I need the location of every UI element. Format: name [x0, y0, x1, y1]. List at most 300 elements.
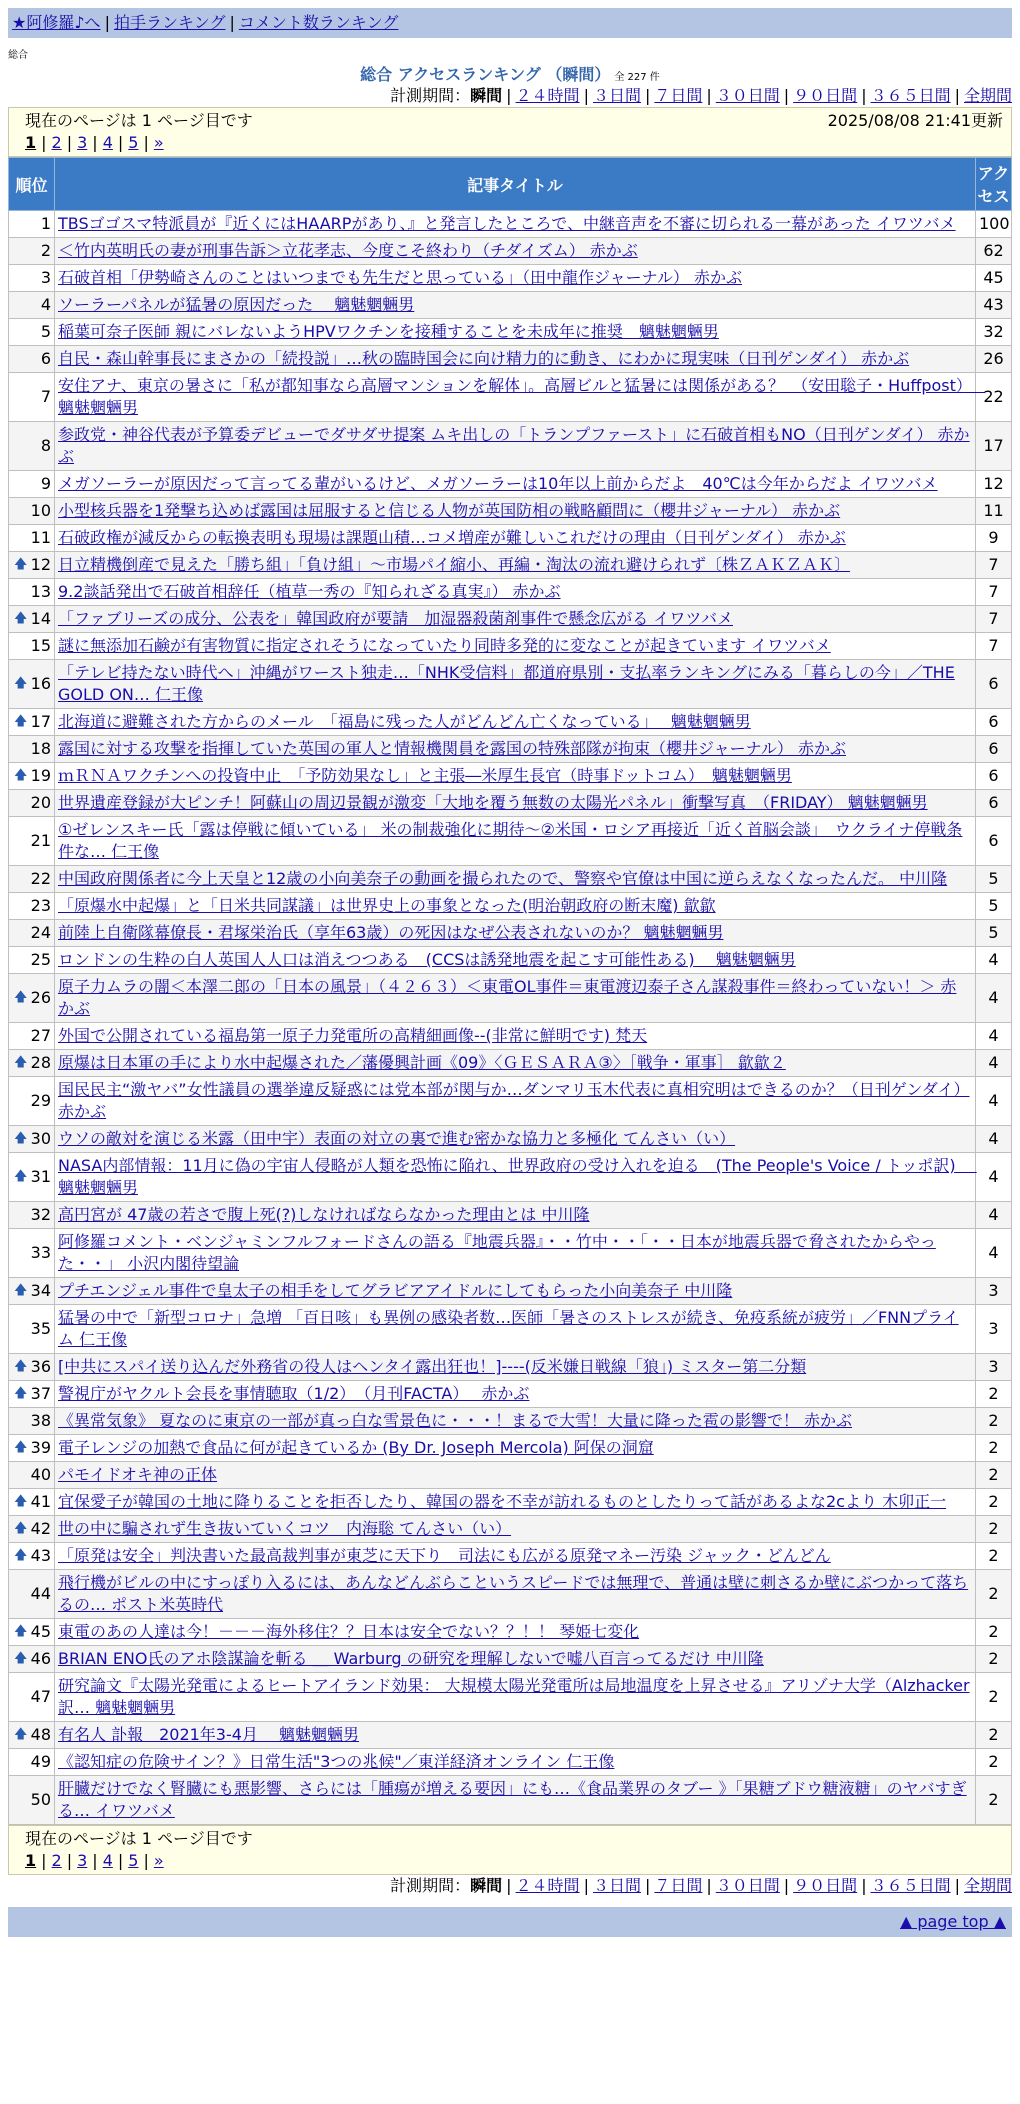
- table-row: [9, 660, 1012, 709]
- access-count: 7: [976, 633, 1012, 660]
- rank-cell: [9, 1673, 55, 1722]
- table-row: [9, 1153, 1012, 1202]
- title-cell: [55, 238, 976, 265]
- table-row: [9, 1202, 1012, 1229]
- rank-cell: [9, 292, 55, 319]
- rank-cell: [9, 893, 55, 920]
- up-arrow-icon: 🡅: [14, 1548, 28, 1563]
- title-cell: [55, 525, 976, 552]
- up-arrow-icon: 🡅: [14, 714, 28, 729]
- title-cell: [55, 1543, 976, 1570]
- rank-number: 18: [30, 739, 51, 758]
- article-link[interactable]: 宜保愛子が韓国の土地に降りることを拒否したり、韓国の器を不幸が訪れるものとしたりって話があるよな2cより 木卯正一: [58, 1492, 947, 1511]
- article-link[interactable]: 自民・森山幹事長にまさかの「続投説」…秋の臨時国会に向け精力的に動き、にわかに現実味（日刊ゲンダイ） 赤かぶ: [58, 349, 910, 368]
- title-cell: [55, 763, 976, 790]
- home-link[interactable]: ★阿修羅♪へ: [12, 13, 101, 32]
- rank-number: 21: [30, 831, 51, 850]
- rank-number: 16: [30, 674, 51, 693]
- rank-number: 11: [30, 528, 51, 547]
- rank-cell: [9, 211, 55, 238]
- rank-cell: [9, 422, 55, 471]
- period-option[interactable]: ９０日間: [793, 1876, 858, 1895]
- period-option[interactable]: ３６５日間: [870, 1876, 951, 1895]
- access-count: 100: [976, 211, 1012, 238]
- table-row: [9, 947, 1012, 974]
- title-cell: [55, 1077, 976, 1126]
- rank-cell: [9, 1516, 55, 1543]
- rank-number: 38: [30, 1411, 51, 1430]
- access-count: 4: [976, 1126, 1012, 1153]
- table-row: [9, 1023, 1012, 1050]
- rank-cell: [9, 1202, 55, 1229]
- up-arrow-icon: 🡅: [14, 1521, 28, 1536]
- col-rank-header: 順位: [9, 158, 55, 211]
- rank-cell: [9, 660, 55, 709]
- period-option[interactable]: ７日間: [654, 1876, 703, 1895]
- rank-cell: [9, 238, 55, 265]
- rank-cell: [9, 1462, 55, 1489]
- title-cell: [55, 319, 976, 346]
- article-link[interactable]: 国民民主“激ヤバ”女性議員の選挙違反疑惑には党本部が関与か…ダンマリ玉木代表に真相究明はできるのか？（日刊ゲンダイ） 赤かぶ: [58, 1080, 970, 1121]
- up-arrow-icon: 🡅: [14, 676, 28, 691]
- col-title-header: 記事タイトル: [55, 158, 976, 211]
- article-link[interactable]: 日立精機倒産で見えた「勝ち組」「負け組」～市場パイ縮小、再編・淘汰の流れ避けられず〔株ＺＡＫＺＡＫ〕: [58, 555, 851, 574]
- article-link[interactable]: 電子レンジの加熱で食品に何が起きているか (By Dr. Joseph Mercola) 阿保の洞窟: [58, 1438, 654, 1457]
- access-count: 12: [976, 471, 1012, 498]
- article-link[interactable]: BRIAN ENO氏のアホ陰謀論を斬る ＿ Warburg の研究を理解しないで嘘八百言ってるだけ 中川隆: [58, 1649, 764, 1668]
- title-cell: [55, 1126, 976, 1153]
- rank-cell: [9, 1354, 55, 1381]
- rank-cell: [9, 1543, 55, 1570]
- rank-cell: [9, 1077, 55, 1126]
- page-links-bottom: 1 | 2 | 3 | 4 | 5 | »: [25, 1851, 164, 1870]
- title-cell: [55, 817, 976, 866]
- article-link[interactable]: 謎に無添加石鹸が有害物質に指定されそうになっていたり同時多発的に変なことが起きています イワツバメ: [58, 636, 831, 655]
- article-link[interactable]: ｍＲＮＡワクチンへの投資中止 「予防効果なし」と主張―米厚生長官（時事ドットコム） 魑魅魍魎男: [58, 766, 792, 785]
- access-count: 2: [976, 1516, 1012, 1543]
- article-link[interactable]: TBSゴゴスマ特派員が『近くにはHAARPがあり、』と発言したところで、中継音声を不審に切られる一幕があった イワツバメ: [58, 214, 956, 233]
- period-label: 計測期間：: [390, 86, 471, 105]
- title-cell: [55, 1776, 976, 1825]
- title-cell: [55, 660, 976, 709]
- rank-cell: [9, 790, 55, 817]
- page-link-5[interactable]: 5: [128, 133, 139, 152]
- access-count: 3: [976, 1305, 1012, 1354]
- page-link-5[interactable]: 5: [128, 1851, 139, 1870]
- next-page-link[interactable]: »: [153, 133, 164, 152]
- rank-cell: [9, 763, 55, 790]
- page-link-4[interactable]: 4: [102, 1851, 113, 1870]
- article-link[interactable]: ＜竹内英明氏の妻が刑事告訴＞立花孝志、今度こそ終わり（チダイズム） 赤かぶ: [58, 241, 638, 260]
- up-arrow-icon: 🡅: [14, 768, 28, 783]
- access-count: 2: [976, 1462, 1012, 1489]
- current-page-text: 現在のページは 1 ページ目です: [25, 111, 253, 130]
- rank-number: 5: [40, 322, 51, 341]
- article-link[interactable]: 原子力ムラの闇＜本澤二郎の「日本の風景」（４２６３）＜東電OL事件＝東電渡辺泰子さん謀殺事件＝終わっていない！＞ 赤かぶ: [58, 977, 957, 1018]
- access-count: 2: [976, 1543, 1012, 1570]
- table-row: [9, 1354, 1012, 1381]
- article-link[interactable]: 世の中に騙されず生き抜いていくコツ 内海聡 てんさい（い）: [58, 1519, 512, 1538]
- period-current: 瞬間: [470, 1876, 503, 1895]
- article-link[interactable]: 《認知症の危険サイン？》日常生活"3つの兆候"／東洋経済オンライン 仁王像: [58, 1752, 615, 1771]
- table-row: [9, 1408, 1012, 1435]
- article-link[interactable]: 「テレビ持たない時代へ」沖縄がワースト独走…「NHK受信料」都道府県別・支払率ランキングにみる「暮らしの今」／THE GOLD ON… 仁王像: [58, 663, 955, 704]
- table-row: [9, 265, 1012, 292]
- page-current: 1: [25, 133, 37, 152]
- up-arrow-icon: 🡅: [14, 1131, 28, 1146]
- period-option[interactable]: 全期間: [963, 1876, 1012, 1895]
- page-top-link[interactable]: ▲ page top ▲: [899, 1912, 1006, 1931]
- article-link[interactable]: メガソーラーが原因だって言ってる輩がいるけど、メガソーラーは10年以上前からだよ 40℃は今年からだよ イワツバメ: [58, 474, 938, 493]
- rank-cell: [9, 1153, 55, 1202]
- table-row: [9, 1489, 1012, 1516]
- rank-number: 23: [30, 896, 51, 915]
- rank-number: 28: [30, 1053, 51, 1072]
- article-link[interactable]: 世界遺産登録が大ピンチ！阿蘇山の周辺景観が激変「大地を覆う無数の太陽光パネル」衝撃写真 （FRIDAY） 魑魅魍魎男: [58, 793, 928, 812]
- title-cell: [55, 1619, 976, 1646]
- article-link[interactable]: 高円宮が 47歳の若さで腹上死(?)しなければならなかった理由とは 中川隆: [58, 1205, 590, 1224]
- period-option[interactable]: ３０日間: [715, 1876, 780, 1895]
- table-row: [9, 1543, 1012, 1570]
- access-count: 6: [976, 660, 1012, 709]
- access-count: 45: [976, 265, 1012, 292]
- article-link[interactable]: 稲葉可奈子医師 親にバレないようHPVワクチンを接種することを未成年に推奨 魑魅魍魎男: [58, 322, 719, 341]
- access-count: 6: [976, 709, 1012, 736]
- rank-cell: [9, 736, 55, 763]
- article-link[interactable]: 東電のあの人達は今！－－－海外移住？？日本は安全でない？？！！ 琴姫七変化: [58, 1622, 640, 1641]
- rank-number: 8: [40, 436, 51, 455]
- title-cell: [55, 1202, 976, 1229]
- page-current: 1: [25, 1851, 37, 1870]
- title-cell: [55, 633, 976, 660]
- rank-cell: [9, 1229, 55, 1278]
- table-row: [9, 292, 1012, 319]
- article-link[interactable]: ソーラーパネルが猛暑の原因だった 魑魅魍魎男: [58, 295, 415, 314]
- article-link[interactable]: 阿修羅コメント・ベンジャミンフルフォードさんの語る『地震兵器』・・竹中・・「・・日本が地震兵器で脅されたからやった・・」 小沢内閣待望論: [58, 1232, 936, 1273]
- title-cell: [55, 736, 976, 763]
- article-link[interactable]: 小型核兵器を1発撃ち込めば露国は屈服すると信じる人物が英国防相の戦略顧問に（櫻井ジャーナル） 赤かぶ: [58, 501, 841, 520]
- bottom-bar: [8, 1907, 1012, 1937]
- rank-cell: [9, 709, 55, 736]
- period-option[interactable]: ３日間: [592, 86, 641, 105]
- rank-number: 7: [40, 387, 51, 406]
- period-option[interactable]: ３日間: [592, 1876, 641, 1895]
- table-row: [9, 498, 1012, 525]
- up-arrow-icon: 🡅: [14, 1494, 28, 1509]
- access-count: 2: [976, 1646, 1012, 1673]
- applause-ranking-link[interactable]: 拍手ランキング: [113, 13, 226, 32]
- rank-number: 45: [30, 1622, 51, 1641]
- access-count: 5: [976, 920, 1012, 947]
- category-label: 総合: [8, 50, 28, 61]
- article-link[interactable]: 《異常気象》 夏なのに東京の一部が真っ白な雪景色に・・・！まるで大雪！大量に降った雹の影響で！ 赤かぶ: [58, 1411, 853, 1430]
- access-count: 2: [976, 1489, 1012, 1516]
- rank-cell: [9, 373, 55, 422]
- rank-number: 39: [30, 1438, 51, 1457]
- access-count: 43: [976, 292, 1012, 319]
- access-count: 2: [976, 1570, 1012, 1619]
- title-cell: [55, 1722, 976, 1749]
- rank-number: 50: [30, 1790, 51, 1809]
- table-row: [9, 633, 1012, 660]
- up-arrow-icon: 🡅: [14, 1283, 28, 1298]
- period-option[interactable]: ９０日間: [793, 86, 858, 105]
- rank-number: 43: [30, 1546, 51, 1565]
- top-nav-bar: ★阿修羅♪へ | 拍手ランキング | コメント数ランキング: [8, 8, 1012, 38]
- table-row: [9, 1381, 1012, 1408]
- article-link[interactable]: [中共にスパイ送り込んだ外務省の役人はヘンタイ露出狂也！]----(反米嫌日戦線「狼」) ミスター第二分類: [58, 1357, 807, 1376]
- rank-cell: [9, 1489, 55, 1516]
- page-link-2[interactable]: 2: [51, 1851, 62, 1870]
- rank-cell: [9, 1381, 55, 1408]
- period-option[interactable]: ７日間: [654, 86, 703, 105]
- title-cell: [55, 1153, 976, 1202]
- access-count: 6: [976, 790, 1012, 817]
- title-cell: [55, 265, 976, 292]
- rank-number: 20: [30, 793, 51, 812]
- page-link-4[interactable]: 4: [102, 133, 113, 152]
- access-count: 11: [976, 498, 1012, 525]
- table-row: [9, 552, 1012, 579]
- access-count: 6: [976, 763, 1012, 790]
- article-link[interactable]: 前陸上自衛隊幕僚長・君塚栄治氏（享年63歳）の死因はなぜ公表されないのか？ 魑魅魍魎男: [58, 923, 724, 942]
- rank-cell: [9, 920, 55, 947]
- table-header-row: [9, 158, 1012, 211]
- period-label: 計測期間：: [390, 1876, 471, 1895]
- rank-number: 4: [40, 295, 51, 314]
- access-count: 2: [976, 1381, 1012, 1408]
- article-link[interactable]: 「ファブリーズの成分、公表を」韓国政府が要請 加湿器殺菌剤事件で懸念広がる イワツバメ: [58, 609, 734, 628]
- article-link[interactable]: 露国に対する攻撃を指揮していた英国の軍人と情報機関員を露国の特殊部隊が拘束（櫻井ジャーナル） 赤かぶ: [58, 739, 846, 758]
- rank-cell: [9, 606, 55, 633]
- table-row: [9, 790, 1012, 817]
- rank-cell: [9, 1776, 55, 1825]
- title-cell: [55, 471, 976, 498]
- access-count: 6: [976, 736, 1012, 763]
- article-link[interactable]: 石破政権が減反からの転換表明も現場は課題山積…コメ増産が難しいこれだけの理由（日刊ゲンダイ） 赤かぶ: [58, 528, 846, 547]
- page-link-3[interactable]: 3: [77, 1851, 88, 1870]
- rank-number: 15: [30, 636, 51, 655]
- table-row: [9, 1776, 1012, 1825]
- article-link[interactable]: 「原爆水中起爆」と「日米共同謀議」は世界史上の事象となった(明治朝政府の断末魔) 歙歙: [58, 896, 716, 915]
- page-link-3[interactable]: 3: [77, 133, 88, 152]
- rank-cell: [9, 265, 55, 292]
- rank-number: 37: [30, 1384, 51, 1403]
- title-cell: [55, 1229, 976, 1278]
- table-row: [9, 1462, 1012, 1489]
- rank-cell: [9, 498, 55, 525]
- access-count: 9: [976, 525, 1012, 552]
- table-row: [9, 1077, 1012, 1126]
- rank-number: 48: [30, 1725, 51, 1744]
- table-row: [9, 471, 1012, 498]
- table-row: [9, 1229, 1012, 1278]
- rank-cell: [9, 319, 55, 346]
- article-link[interactable]: 石破首相「伊勢崎さんのことはいつまでも先生だと思っている」（田中龍作ジャーナル） 赤かぶ: [58, 268, 742, 287]
- title-cell: [55, 1278, 976, 1305]
- period-option[interactable]: ２４時間: [515, 86, 580, 105]
- pager-bottom: [8, 1825, 1012, 1875]
- rank-number: 10: [30, 501, 51, 520]
- rank-cell: [9, 947, 55, 974]
- title-cell: [55, 498, 976, 525]
- title-cell: [55, 1673, 976, 1722]
- period-option[interactable]: ３０日間: [715, 86, 780, 105]
- up-arrow-icon: 🡅: [14, 1727, 28, 1742]
- rank-cell: [9, 1646, 55, 1673]
- article-link[interactable]: 猛暑の中で「新型コロナ」急増 「百日咳」も異例の感染者数…医師「暑さのストレスが続き、免疫系統が疲労」／FNNプライム 仁王像: [58, 1308, 959, 1349]
- article-link[interactable]: ロンドンの生粋の白人英国人人口は消えつつある (CCSは誘発地震を起こす可能性ある) 魑魅魍魎男: [58, 950, 796, 969]
- article-link[interactable]: 北海道に避難された方からのメール 「福島に残った人がどんどん亡くなっている」 魑魅魍魎男: [58, 712, 751, 731]
- rank-cell: [9, 579, 55, 606]
- article-link[interactable]: 「原発は安全」判決書いた最高裁判事が東芝に天下り 司法にも広がる原発マネー汚染 ジャック・どんどん: [58, 1546, 831, 1565]
- title-cell: [55, 866, 976, 893]
- access-count: 5: [976, 893, 1012, 920]
- title-cell: [55, 920, 976, 947]
- up-arrow-icon: 🡅: [14, 1169, 28, 1184]
- rank-cell: [9, 1278, 55, 1305]
- next-page-link[interactable]: »: [153, 1851, 164, 1870]
- article-link[interactable]: パモイドオキ神の正体: [58, 1465, 218, 1484]
- comment-ranking-link[interactable]: コメント数ランキング: [238, 13, 399, 32]
- article-link[interactable]: 外国で公開されている福島第一原子力発電所の高精細画像--(非常に鮮明です) 梵天: [58, 1026, 648, 1045]
- rank-number: 36: [30, 1357, 51, 1376]
- table-row: [9, 422, 1012, 471]
- rank-cell: [9, 974, 55, 1023]
- rank-cell: [9, 525, 55, 552]
- rank-number: 32: [30, 1205, 51, 1224]
- table-row: [9, 606, 1012, 633]
- rank-number: 33: [30, 1243, 51, 1262]
- rank-number: 40: [30, 1465, 51, 1484]
- article-link[interactable]: 研究論文『太陽光発電によるヒートアイランド効果： 大規模太陽光発電所は局地温度を上昇させる』アリゾナ大学（Alzhacker訳… 魑魅魍魎男: [58, 1676, 970, 1717]
- col-access-header: アクセス: [976, 158, 1012, 211]
- article-link[interactable]: 有名人 訃報 2021年3-4月 魑魅魍魎男: [58, 1725, 360, 1744]
- title-cell: [55, 1381, 976, 1408]
- article-link[interactable]: ウソの敵対を演じる米露（田中宇）表面の対立の裏で進む密かな協力と多極化 てんさい（い）: [58, 1129, 736, 1148]
- access-count: 3: [976, 1278, 1012, 1305]
- access-count: 4: [976, 947, 1012, 974]
- table-row: [9, 1305, 1012, 1354]
- up-arrow-icon: 🡅: [14, 1440, 28, 1455]
- rank-number: 27: [30, 1026, 51, 1045]
- access-count: 4: [976, 1050, 1012, 1077]
- access-count: 2: [976, 1673, 1012, 1722]
- title-cell: [55, 1489, 976, 1516]
- access-count: 7: [976, 606, 1012, 633]
- table-row: [9, 1749, 1012, 1776]
- table-row: [9, 866, 1012, 893]
- table-row: [9, 763, 1012, 790]
- table-row: [9, 1278, 1012, 1305]
- article-link[interactable]: NASA内部情報：11月に偽の宇宙人侵略が人類を恐怖に陥れ、世界政府の受け入れを迫る (The People's Voice / トッポ訳) 魑魅魍魎男: [58, 1156, 977, 1197]
- article-link[interactable]: 原爆は日本軍の手により水中起爆された／藩優興計画《09》〈ＧＥＳＡＲＡ③〉［戦争・軍事］ 歙歙２: [58, 1053, 786, 1072]
- article-link[interactable]: 中国政府関係者に今上天皇と12歳の小向美奈子の動画を撮られたので、警察や官僚は中国に逆らえなくなったんだ。 中川隆: [58, 869, 948, 888]
- up-arrow-icon: 🡅: [14, 1386, 28, 1401]
- article-link[interactable]: 肝臓だけでなく腎臓にも悪影響、さらには「腫瘍が増える要因」にも…《食品業界のタブー 》「果糖ブドウ糖液糖」のヤバすぎる… イワツバメ: [58, 1779, 967, 1820]
- rank-number: 47: [30, 1687, 51, 1706]
- period-option[interactable]: ３６５日間: [870, 86, 951, 105]
- page-title-text: 総合 アクセスランキング （瞬間）: [360, 65, 611, 84]
- pager-top: [8, 107, 1012, 157]
- table-row: [9, 709, 1012, 736]
- rank-number: 19: [30, 766, 51, 785]
- title-cell: [55, 373, 986, 422]
- table-row: [9, 736, 1012, 763]
- title-cell: [55, 292, 976, 319]
- title-cell: [55, 211, 976, 238]
- period-option[interactable]: ２４時間: [515, 1876, 580, 1895]
- access-count: 3: [976, 1354, 1012, 1381]
- article-link[interactable]: 安住アナ、東京の暑さに「私が都知事なら高層マンションを解体」。高層ビルと猛暑には関係がある？ （安田聡子・Huffpost） 魑魅魍魎男: [58, 376, 986, 417]
- period-option[interactable]: 全期間: [963, 86, 1012, 105]
- rank-number: 44: [30, 1584, 51, 1603]
- access-count: 17: [976, 422, 1012, 471]
- access-count: 26: [976, 346, 1012, 373]
- up-arrow-icon: 🡅: [14, 1359, 28, 1374]
- rank-number: 49: [30, 1752, 51, 1771]
- table-row: [9, 238, 1012, 265]
- article-link[interactable]: 9.2談話発出で石破首相辞任（植草一秀の『知られざる真実』） 赤かぶ: [58, 582, 561, 601]
- rank-number: 42: [30, 1519, 51, 1538]
- up-arrow-icon: 🡅: [14, 990, 28, 1005]
- access-count: 4: [976, 1229, 1012, 1278]
- rank-number: 17: [30, 712, 51, 731]
- title-cell: [55, 974, 976, 1023]
- rank-number: 24: [30, 923, 51, 942]
- access-count: 32: [976, 319, 1012, 346]
- period-selector-bottom: 計測期間：瞬間 | ２４時間 | ３日間 | ７日間 | ３０日間 | ９０日間 | ３６５日間 | 全期間: [390, 1876, 1012, 1895]
- rank-cell: [9, 346, 55, 373]
- rank-cell: [9, 817, 55, 866]
- title-cell: [55, 1570, 976, 1619]
- rank-number: 9: [40, 474, 51, 493]
- rank-number: 3: [40, 268, 51, 287]
- access-count: 4: [976, 1202, 1012, 1229]
- page-links: 1 | 2 | 3 | 4 | 5 | »: [25, 133, 164, 152]
- rank-number: 2: [40, 241, 51, 260]
- updated-timestamp: 2025/08/08 21:41更新: [827, 111, 1003, 130]
- table-row: [9, 319, 1012, 346]
- title-cell: [55, 893, 976, 920]
- title-cell: [55, 346, 976, 373]
- access-count: 2: [976, 1435, 1012, 1462]
- access-count: 4: [976, 1153, 1012, 1202]
- total-count: 全 227 件: [614, 72, 660, 83]
- period-selector-top: 計測期間：瞬間 | ２４時間 | ３日間 | ７日間 | ３０日間 | ９０日間 | ３６５日間 | 全期間: [390, 86, 1012, 105]
- article-link[interactable]: 参政党・神谷代表が予算委デビューでダサダサ提案 ムキ出しの「トランプファースト」に石破首相もNO（日刊ゲンダイ） 赤かぶ: [58, 425, 970, 466]
- page-title: [8, 62, 1012, 85]
- article-link[interactable]: 警視庁がヤクルト会長を事情聴取（1/2） （月刊FACTA） 赤かぶ: [58, 1384, 530, 1403]
- rank-number: 6: [40, 349, 51, 368]
- up-arrow-icon: 🡅: [14, 1055, 28, 1070]
- up-arrow-icon: 🡅: [14, 611, 28, 626]
- rank-number: 46: [30, 1649, 51, 1668]
- article-link[interactable]: プチエンジェル事件で皇太子の相手をしてグラビアアイドルにしてもらった小向美奈子 中川隆: [58, 1281, 733, 1300]
- access-count: 5: [976, 866, 1012, 893]
- page-link-2[interactable]: 2: [51, 133, 62, 152]
- table-row: [9, 1673, 1012, 1722]
- up-arrow-icon: 🡅: [14, 1651, 28, 1666]
- article-link[interactable]: ①ゼレンスキー氏「露は停戦に傾いている」 米の制裁強化に期待〜②米国・ロシア再接近「近く首脳会談」 ウクライナ停戦条件な… 仁王像: [58, 820, 963, 861]
- article-link[interactable]: 飛行機がビルの中にすっぽり入るには、あんなどんぶらこというスピードでは無理で、普通は壁に刺さるか壁にぶつかって落ちるの… ポスト米英時代: [58, 1573, 969, 1614]
- title-cell: [55, 709, 976, 736]
- access-count: 22: [976, 373, 1012, 422]
- rank-number: 30: [30, 1129, 51, 1148]
- table-row: [9, 1619, 1012, 1646]
- up-arrow-icon: 🡅: [14, 557, 28, 572]
- table-row: [9, 346, 1012, 373]
